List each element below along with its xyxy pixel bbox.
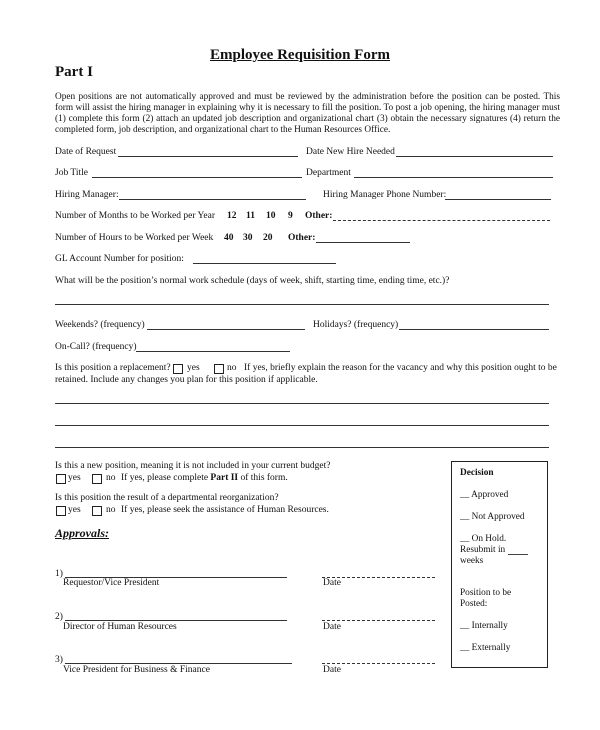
decision-on-hold[interactable]: __ On Hold. — [460, 534, 507, 544]
date-of-request-label: Date of Request — [55, 147, 117, 157]
reorg-yes-label: yes — [68, 505, 81, 515]
decision-resubmit-weeks-field[interactable] — [508, 554, 528, 555]
decision-title: Decision — [460, 468, 494, 478]
hiring-manager-label: Hiring Manager: — [55, 190, 119, 200]
replacement-explain-1: If yes, briefly explain the reason for the vacancy and why this position ought to be — [244, 363, 557, 373]
on-call-field[interactable] — [136, 351, 290, 352]
hiring-manager-phone-label: Hiring Manager Phone Number: — [323, 190, 447, 200]
department-label: Department — [306, 168, 351, 178]
reorg-no-checkbox[interactable] — [92, 506, 102, 516]
approval-2-number: 2) — [55, 612, 63, 622]
new-position-question: Is this a new position, meaning it is not included in your current budget? — [55, 461, 331, 471]
hours-other-label: Other: — [288, 233, 316, 243]
decision-position-to-be: Position to be — [460, 588, 512, 598]
hours-option-30[interactable]: 30 — [243, 233, 253, 243]
approval-3-number: 3) — [55, 655, 63, 665]
approvals-heading: Approvals: — [55, 526, 109, 540]
on-call-label: On-Call? (frequency) — [55, 342, 137, 352]
reorg-yes-checkbox[interactable] — [56, 506, 66, 516]
approval-3-date-line[interactable] — [322, 663, 435, 664]
gl-account-label: GL Account Number for position: — [55, 254, 184, 264]
hours-option-40[interactable]: 40 — [224, 233, 234, 243]
decision-externally[interactable]: __ Externally — [460, 643, 511, 653]
job-title-field[interactable] — [92, 177, 302, 178]
holidays-label: Holidays? (frequency) — [313, 320, 399, 330]
department-field[interactable] — [354, 177, 553, 178]
months-option-10[interactable]: 10 — [266, 211, 276, 221]
replacement-explain-2: retained. Include any changes you plan for this position if applicable. — [55, 375, 318, 385]
approval-3-role: Vice President for Business & Finance — [63, 665, 210, 675]
replacement-answer-line-2[interactable] — [55, 425, 549, 426]
months-option-11[interactable]: 11 — [246, 211, 255, 221]
decision-weeks: weeks — [460, 556, 484, 566]
hours-label: Number of Hours to be Worked per Week — [55, 233, 214, 243]
new-position-note: If yes, please complete Part II of this form. — [121, 473, 288, 483]
approval-3-signature-line[interactable] — [65, 663, 292, 664]
part-heading: Part I — [55, 64, 93, 80]
new-position-no-checkbox[interactable] — [92, 474, 102, 484]
reorg-note: If yes, please seek the assistance of Human Resources. — [121, 505, 329, 515]
decision-approved[interactable]: __ Approved — [460, 490, 509, 500]
date-new-hire-label: Date New Hire Needed — [306, 147, 395, 157]
approval-3-date-label: Date — [323, 665, 341, 675]
replacement-question: Is this position a replacement? — [55, 363, 171, 373]
reorg-question: Is this position the result of a departmental reorganization? — [55, 493, 279, 503]
decision-box — [451, 461, 548, 668]
hours-option-20[interactable]: 20 — [263, 233, 273, 243]
date-of-request-field[interactable] — [118, 156, 298, 157]
decision-posted: Posted: — [460, 599, 488, 609]
gl-account-field[interactable] — [193, 263, 336, 264]
new-position-yes-checkbox[interactable] — [56, 474, 66, 484]
hiring-manager-field[interactable] — [119, 199, 306, 200]
decision-resubmit: Resubmit in — [460, 545, 506, 555]
months-label: Number of Months to be Worked per Year — [55, 211, 216, 221]
weekends-label: Weekends? (frequency) — [55, 320, 145, 330]
decision-not-approved[interactable]: __ Not Approved — [460, 512, 525, 522]
schedule-answer-line[interactable] — [55, 304, 549, 305]
replacement-answer-line-1[interactable] — [55, 403, 549, 404]
approval-2-role: Director of Human Resources — [63, 622, 177, 632]
months-other-field[interactable] — [333, 220, 550, 221]
job-title-label: Job Title — [55, 168, 89, 178]
reorg-no-label: no — [106, 505, 116, 515]
replacement-yes-checkbox[interactable] — [173, 364, 183, 374]
replacement-no-label: no — [227, 363, 237, 373]
approval-1-role: Requestor/Vice President — [63, 578, 160, 588]
months-other-label: Other: — [305, 211, 333, 221]
holidays-field[interactable] — [399, 329, 549, 330]
schedule-question: What will be the position’s normal work schedule (days of week, shift, starting time, ending time, etc.)? — [55, 276, 450, 286]
form-title: Employee Requisition Form — [210, 47, 390, 63]
replacement-yes-label: yes — [187, 363, 200, 373]
new-position-yes-label: yes — [68, 473, 81, 483]
hiring-manager-phone-field[interactable] — [445, 199, 551, 200]
approval-2-signature-line[interactable] — [65, 620, 287, 621]
weekends-field[interactable] — [147, 329, 305, 330]
decision-internally[interactable]: __ Internally — [460, 621, 508, 631]
date-new-hire-field[interactable] — [396, 156, 553, 157]
hours-other-field[interactable] — [316, 242, 410, 243]
months-option-12[interactable]: 12 — [227, 211, 237, 221]
approval-2-date-line[interactable] — [322, 620, 435, 621]
approval-2-date-label: Date — [323, 622, 341, 632]
replacement-answer-line-3[interactable] — [55, 447, 549, 448]
replacement-no-checkbox[interactable] — [214, 364, 224, 374]
intro-paragraph: Open positions are not automatically approved and must be reviewed by the administration before the position can be posted. This form will assist the hiring manager in explaining why it is necessary to fill the position. To post a job opening, the hiring manager must (1) complete this form (2) attach an updated job description and organizational chart (3) obtain the necessary signatures (4) return the completed form, job description, and organizational chart to the Human Resources Office. — [55, 92, 560, 135]
months-option-9[interactable]: 9 — [288, 211, 293, 221]
approval-1-number: 1) — [55, 569, 63, 579]
approval-1-date-label: Date — [323, 578, 341, 588]
new-position-no-label: no — [106, 473, 116, 483]
